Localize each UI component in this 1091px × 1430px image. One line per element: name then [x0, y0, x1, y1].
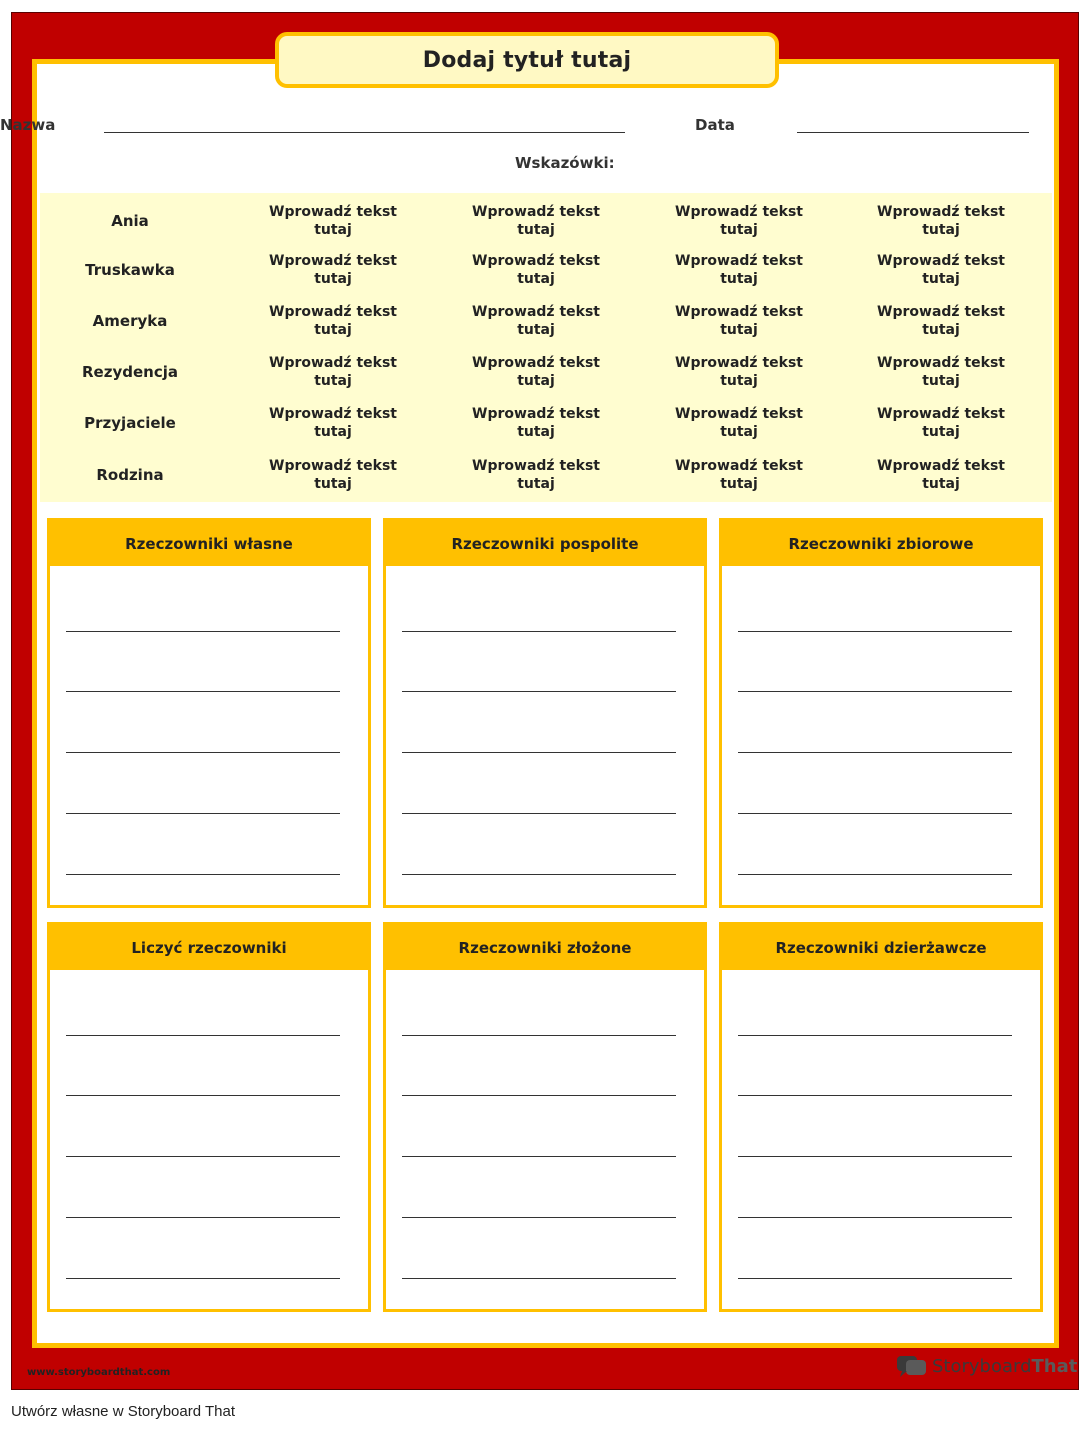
grid-cell-text-line1: Wprowadź tekst	[675, 204, 803, 220]
name-line[interactable]	[104, 132, 625, 133]
writing-line[interactable]	[66, 1035, 340, 1036]
grid-cell-text-line2: tutaj	[517, 222, 555, 238]
grid-cell-text-line1: Wprowadź tekst	[269, 304, 397, 320]
grid-row-label: Ania	[111, 212, 149, 230]
grid-cell-text-line1: Wprowadź tekst	[675, 458, 803, 474]
grid-cell[interactable]	[436, 354, 636, 390]
grid-row-label: Ameryka	[92, 312, 168, 330]
grid-cell[interactable]	[841, 303, 1041, 339]
category-box	[47, 922, 371, 1312]
writing-line[interactable]	[402, 691, 676, 692]
writing-line[interactable]	[738, 1095, 1012, 1096]
grid-cell-text-line2: tutaj	[314, 424, 352, 440]
name-label: Nazwa	[0, 116, 56, 134]
grid-cell[interactable]	[639, 303, 839, 339]
grid-cell-text-line1: Wprowadź tekst	[472, 253, 600, 269]
grid-cell-text-line2: tutaj	[922, 424, 960, 440]
grid-cell-text-line1: Wprowadź tekst	[472, 304, 600, 320]
writing-line[interactable]	[66, 631, 340, 632]
grid-cell-text-line2: tutaj	[314, 222, 352, 238]
writing-line[interactable]	[66, 813, 340, 814]
writing-line[interactable]	[738, 631, 1012, 632]
category-box	[719, 518, 1043, 908]
writing-line[interactable]	[66, 1278, 340, 1279]
grid-cell-text-line1: Wprowadź tekst	[269, 458, 397, 474]
grid-cell[interactable]	[436, 457, 636, 493]
grid-cell[interactable]	[639, 405, 839, 441]
grid-cell[interactable]	[233, 303, 433, 339]
writing-line[interactable]	[402, 1156, 676, 1157]
grid-row-label: Rezydencja	[82, 363, 178, 381]
grid-cell-text-line2: tutaj	[720, 322, 758, 338]
page-title: Dodaj tytuł tutaj	[422, 47, 632, 73]
writing-line[interactable]	[738, 813, 1012, 814]
grid-cell[interactable]	[841, 203, 1041, 239]
grid-row-label: Truskawka	[85, 261, 175, 279]
grid-cell-text-line2: tutaj	[517, 424, 555, 440]
category-box-title: Rzeczowniki własne	[50, 521, 368, 566]
grid-cell-text-line2: tutaj	[720, 424, 758, 440]
category-box-title: Rzeczowniki dzierżawcze	[722, 925, 1040, 970]
grid-cell-text-line1: Wprowadź tekst	[675, 304, 803, 320]
grid-cell-text-line1: Wprowadź tekst	[472, 204, 600, 220]
category-box	[383, 518, 707, 908]
grid-cell-text-line2: tutaj	[314, 373, 352, 389]
storyboardthat-logo[interactable]	[896, 1354, 1077, 1378]
grid-cell[interactable]	[233, 203, 433, 239]
speech-bubble-icon	[896, 1354, 928, 1378]
writing-line[interactable]	[402, 752, 676, 753]
vocabulary-grid	[40, 193, 1052, 502]
grid-cell[interactable]	[841, 457, 1041, 493]
writing-line[interactable]	[402, 1095, 676, 1096]
date-line[interactable]	[797, 132, 1029, 133]
grid-cell[interactable]	[233, 354, 433, 390]
grid-cell[interactable]	[639, 354, 839, 390]
grid-cell-text-line1: Wprowadź tekst	[877, 406, 1005, 422]
grid-cell-text-line2: tutaj	[517, 476, 555, 492]
grid-cell-text-line2: tutaj	[922, 322, 960, 338]
grid-cell-text-line2: tutaj	[720, 271, 758, 287]
grid-cell-text-line1: Wprowadź tekst	[877, 458, 1005, 474]
logo-text-that: That	[1031, 1355, 1078, 1377]
grid-cell-text-line2: tutaj	[922, 373, 960, 389]
grid-cell-text-line2: tutaj	[922, 271, 960, 287]
grid-cell-text-line2: tutaj	[314, 476, 352, 492]
category-box	[719, 922, 1043, 1312]
grid-cell-text-line2: tutaj	[517, 373, 555, 389]
grid-cell[interactable]	[436, 405, 636, 441]
grid-cell[interactable]	[639, 252, 839, 288]
writing-line[interactable]	[66, 874, 340, 875]
writing-line[interactable]	[738, 752, 1012, 753]
writing-line[interactable]	[66, 691, 340, 692]
grid-cell[interactable]	[841, 405, 1041, 441]
writing-line[interactable]	[738, 1278, 1012, 1279]
grid-cell[interactable]	[233, 405, 433, 441]
writing-line[interactable]	[66, 752, 340, 753]
grid-cell[interactable]	[436, 303, 636, 339]
grid-cell-text-line1: Wprowadź tekst	[472, 406, 600, 422]
grid-cell-text-line1: Wprowadź tekst	[472, 458, 600, 474]
grid-cell-text-line1: Wprowadź tekst	[269, 355, 397, 371]
grid-cell[interactable]	[436, 252, 636, 288]
writing-line[interactable]	[66, 1095, 340, 1096]
logo-text-storyboard: Storyboard	[932, 1355, 1032, 1377]
grid-cell-text-line2: tutaj	[314, 322, 352, 338]
category-box	[47, 518, 371, 908]
grid-cell-text-line1: Wprowadź tekst	[675, 355, 803, 371]
grid-cell-text-line2: tutaj	[517, 322, 555, 338]
grid-cell-text-line1: Wprowadź tekst	[269, 204, 397, 220]
writing-line[interactable]	[66, 1217, 340, 1218]
writing-line[interactable]	[66, 1156, 340, 1157]
grid-cell[interactable]	[639, 457, 839, 493]
category-box-title: Liczyć rzeczowniki	[50, 925, 368, 970]
title-box[interactable]	[275, 32, 779, 88]
writing-line[interactable]	[402, 1217, 676, 1218]
instructions-label: Wskazówki:	[515, 154, 615, 172]
grid-row-label: Rodzina	[96, 466, 164, 484]
footer-caption: Utwórz własne w Storyboard That	[11, 1403, 235, 1420]
writing-line[interactable]	[402, 1035, 676, 1036]
grid-cell-text-line1: Wprowadź tekst	[269, 253, 397, 269]
grid-cell-text-line1: Wprowadź tekst	[877, 304, 1005, 320]
grid-cell[interactable]	[841, 252, 1041, 288]
grid-cell-text-line1: Wprowadź tekst	[877, 204, 1005, 220]
writing-line[interactable]	[738, 1217, 1012, 1218]
grid-cell-text-line2: tutaj	[517, 271, 555, 287]
category-box	[383, 922, 707, 1312]
writing-line[interactable]	[402, 813, 676, 814]
grid-cell[interactable]	[639, 203, 839, 239]
grid-cell-text-line2: tutaj	[922, 476, 960, 492]
grid-cell-text-line1: Wprowadź tekst	[877, 253, 1005, 269]
footer-url[interactable]: www.storyboardthat.com	[27, 1367, 171, 1378]
grid-cell-text-line1: Wprowadź tekst	[269, 406, 397, 422]
grid-cell-text-line2: tutaj	[720, 373, 758, 389]
date-label: Data	[695, 116, 735, 134]
grid-cell-text-line2: tutaj	[720, 222, 758, 238]
grid-row-label: Przyjaciele	[84, 414, 176, 432]
grid-cell-text-line1: Wprowadź tekst	[877, 355, 1005, 371]
grid-cell-text-line1: Wprowadź tekst	[675, 253, 803, 269]
grid-cell[interactable]	[233, 457, 433, 493]
grid-cell[interactable]	[233, 252, 433, 288]
category-box-title: Rzeczowniki złożone	[386, 925, 704, 970]
writing-line[interactable]	[402, 631, 676, 632]
writing-line[interactable]	[402, 1278, 676, 1279]
grid-cell[interactable]	[841, 354, 1041, 390]
category-box-title: Rzeczowniki zbiorowe	[722, 521, 1040, 566]
category-box-title: Rzeczowniki pospolite	[386, 521, 704, 566]
writing-line[interactable]	[738, 874, 1012, 875]
grid-cell-text-line1: Wprowadź tekst	[472, 355, 600, 371]
grid-cell-text-line2: tutaj	[922, 222, 960, 238]
grid-cell-text-line1: Wprowadź tekst	[675, 406, 803, 422]
writing-line[interactable]	[738, 1156, 1012, 1157]
writing-line[interactable]	[738, 1035, 1012, 1036]
writing-line[interactable]	[738, 691, 1012, 692]
writing-line[interactable]	[402, 874, 676, 875]
grid-cell-text-line2: tutaj	[314, 271, 352, 287]
grid-cell-text-line2: tutaj	[720, 476, 758, 492]
grid-cell[interactable]	[436, 203, 636, 239]
